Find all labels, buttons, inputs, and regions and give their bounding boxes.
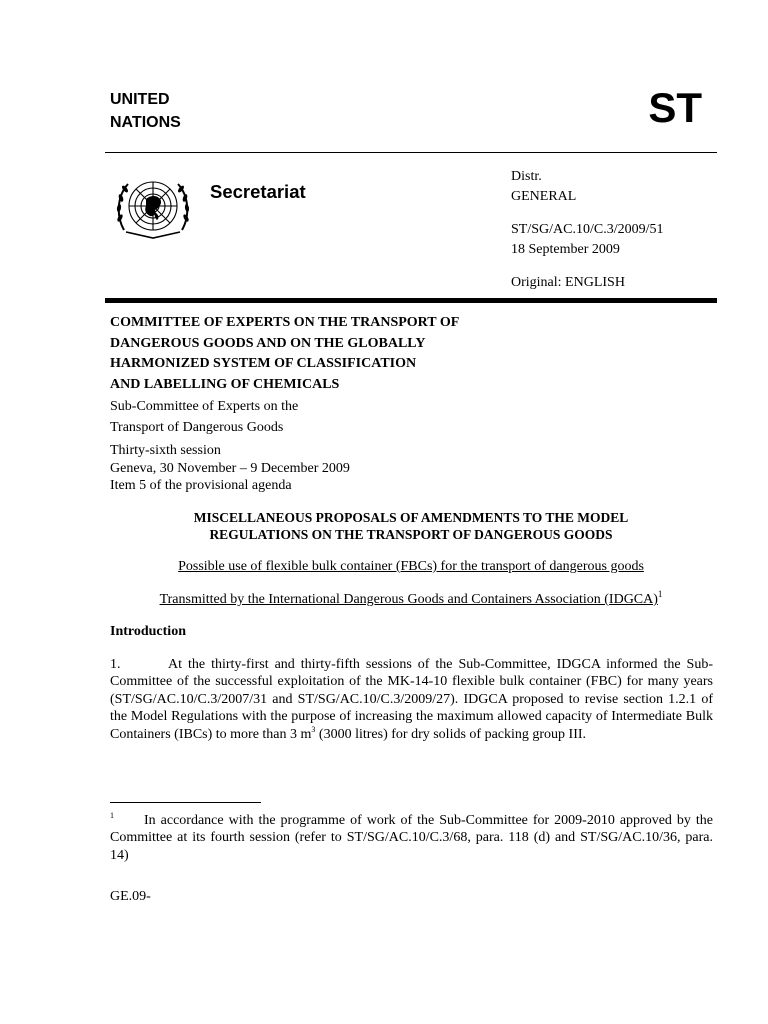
- un-emblem-icon: [110, 172, 196, 244]
- committee-line: HARMONIZED SYSTEM OF CLASSIFICATION: [110, 356, 417, 371]
- issuing-body: Secretariat: [210, 181, 306, 202]
- title-line1: MISCELLANEOUS PROPOSALS OF AMENDMENTS TO THE MODEL: [193, 510, 629, 525]
- footnote-mark: 1: [110, 811, 114, 820]
- transmitted-by-text: Transmitted by the International Dangerous Goods and Containers Association (IDGCA): [159, 592, 658, 607]
- footnote-separator: [110, 802, 261, 803]
- distr-label: Distr.: [511, 169, 542, 184]
- session-number: Thirty-sixth session: [110, 443, 221, 458]
- distr-value: GENERAL: [511, 189, 577, 204]
- document-series-symbol: ST: [648, 84, 702, 131]
- footnote-reference: 1: [657, 589, 663, 599]
- sub-committee-name: [110, 397, 298, 438]
- footnote: [110, 807, 713, 864]
- footnote-text: In accordance with the programme of work of the Sub-Committee for 2009-2010 approved by the Committee at its fourth session (refer to ST/SG/AC.10/C.3/68, para. 118 (d) and ST/SG/AC.10/36, para. 14): [110, 813, 713, 863]
- agenda-item: Item 5 of the provisional agenda: [110, 478, 292, 493]
- paragraph-number: 1.: [110, 657, 121, 672]
- committee-name: [110, 313, 530, 395]
- distribution-block: [511, 167, 663, 293]
- transmitted-by: [110, 589, 712, 608]
- paragraph-1: [110, 656, 713, 743]
- sub-committee-line1: Sub-Committee of Experts on the: [110, 399, 299, 414]
- document-title: [110, 509, 712, 543]
- org-name-line1: UNITED: [110, 91, 170, 108]
- committee-line: COMMITTEE OF EXPERTS ON THE TRANSPORT OF: [110, 315, 460, 330]
- org-name-line2: NATIONS: [110, 114, 181, 131]
- section-heading: Introduction: [110, 624, 186, 639]
- masthead-divider: [105, 298, 717, 303]
- document-subtitle: Possible use of flexible bulk container (FBCs) for the transport of dangerous goods: [178, 559, 644, 574]
- org-name: [110, 88, 181, 134]
- original-language: Original: ENGLISH: [511, 275, 625, 290]
- document-date: 18 September 2009: [511, 242, 620, 257]
- superscript: 3: [311, 724, 316, 734]
- sub-committee-line2: Transport of Dangerous Goods: [110, 419, 284, 435]
- document-symbol: ST/SG/AC.10/C.3/2009/51: [511, 222, 664, 237]
- session-info: [110, 442, 350, 495]
- header-divider: [105, 152, 717, 153]
- committee-line: DANGEROUS GOODS AND ON THE GLOBALLY: [110, 335, 426, 351]
- session-venue: Geneva, 30 November – 9 December 2009: [110, 460, 350, 476]
- title-line2: REGULATIONS ON THE TRANSPORT OF DANGEROUS GOODS: [209, 527, 613, 542]
- paragraph-text-end: (3000 litres) for dry solids of packing group III.: [315, 726, 587, 742]
- committee-line: AND LABELLING OF CHEMICALS: [110, 376, 340, 392]
- job-number: GE.09-: [110, 889, 151, 904]
- paragraph-text: At the thirty-first and thirty-fifth sessions of the Sub-Committee, IDGCA informed the Sub-Committee of the successful exploitation of the MK-14-10 flexible bulk container (FBC) for many years (ST/SG/AC.10/C.3/2007/31 and ST/SG/AC.10/C.3/2009/27). IDGCA proposed to revise section 1.2.1 of the Model Regulations with the purpose of increasing the maximum allowed capacity of Intermediate Bulk Containers (IBCs) to more than 3 m: [110, 657, 713, 742]
